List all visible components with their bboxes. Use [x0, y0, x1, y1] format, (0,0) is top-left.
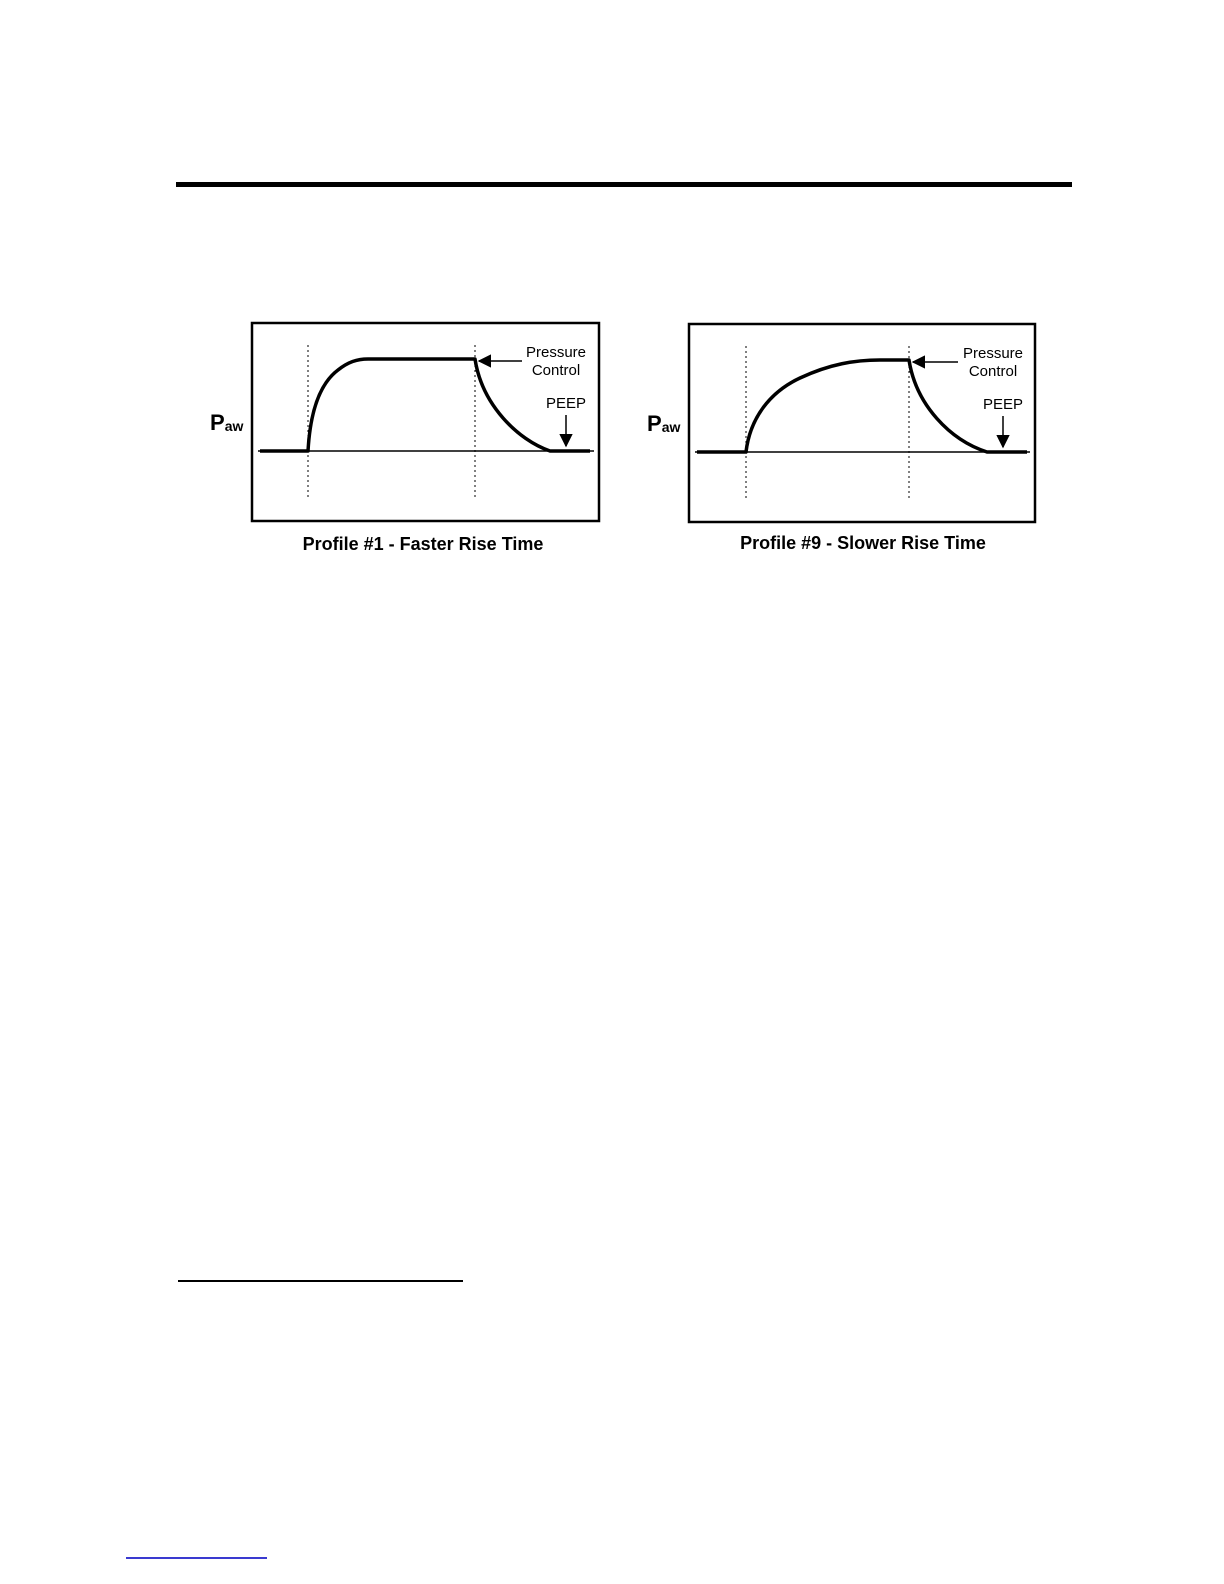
y-axis-label: [210, 410, 243, 435]
y-label-sub: aw: [661, 419, 681, 435]
peep-label: PEEP: [982, 396, 1024, 413]
bottom-link-underline[interactable]: [126, 1557, 267, 1559]
pressure-control-label-line1: Pressure: [525, 344, 587, 361]
panel-caption: Profile #9 - Slower Rise Time: [740, 533, 986, 553]
y-axis-label: [647, 411, 680, 436]
rise-time-figure: [0, 0, 1224, 600]
pressure-control-label-line1: Pressure: [962, 345, 1024, 362]
pressure-control-label-line2: Control: [968, 363, 1018, 380]
y-label-main: P: [647, 411, 662, 436]
pressure-control-label-line2: Control: [531, 362, 581, 379]
y-label-main: P: [210, 410, 225, 435]
peep-label: PEEP: [545, 395, 587, 412]
y-label-sub: aw: [224, 418, 244, 434]
panel-profile-1: [210, 323, 599, 554]
panel-profile-9: [647, 324, 1035, 553]
panel-caption: Profile #1 - Faster Rise Time: [302, 534, 544, 554]
footnote-rule: [178, 1280, 463, 1282]
rise-time-diagrams: [0, 0, 1224, 600]
